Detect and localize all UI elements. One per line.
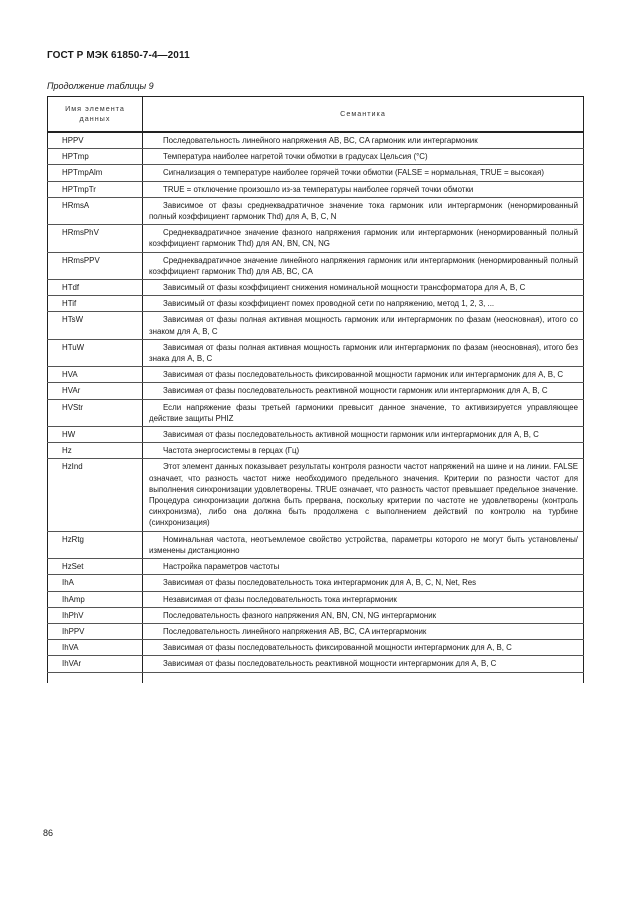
table-row: [48, 531, 584, 558]
table-body: [48, 132, 584, 683]
data-element-name: HTuW: [48, 339, 143, 366]
table-row: [48, 656, 584, 672]
data-element-semantics: Зависимая от фазы последовательность активной мощности гармоник или интергармоник для A, B, C: [143, 427, 584, 443]
data-element-name: IhPhV: [48, 607, 143, 623]
data-element-semantics: Зависимый от фазы коэффициент помех проводной сети по напряжению, метод 1, 2, 3, ...: [143, 296, 584, 312]
data-element-name: HTsW: [48, 312, 143, 339]
semantics-table: [47, 96, 584, 683]
data-element-name: IhPPV: [48, 623, 143, 639]
data-element-semantics: Зависимая от фазы полная активная мощность гармоник или интергармоник по фазам (неосновная), итого со знаком для A, B, C: [143, 312, 584, 339]
table-row: [48, 459, 584, 531]
data-element-semantics: Среднеквадратичное значение фазного напряжения гармоник или интергармоник (ненормированный полный коэффициент гармоник Thd) для AN, BN, CN, NG: [143, 225, 584, 252]
table-row: [48, 197, 584, 224]
data-element-semantics: Частота энергосистемы в герцах (Гц): [143, 443, 584, 459]
column-header-semantics: Семантика: [143, 97, 584, 133]
table-row: [48, 443, 584, 459]
data-element-semantics: Если напряжение фазы третьей гармоники превысит данное значение, то активизируется управляющее действие защиты PHIZ: [143, 399, 584, 426]
data-element-name: IhAmp: [48, 591, 143, 607]
table-row: [48, 252, 584, 279]
data-element-semantics: Зависимая от фазы последовательность реактивной мощности интергармоник для A, B, C: [143, 656, 584, 672]
data-element-semantics: Сигнализация о температуре наиболее горячей точки обмотки (FALSE = нормальная, TRUE = высокая): [143, 165, 584, 181]
data-element-semantics: Настройка параметров частоты: [143, 559, 584, 575]
data-element-semantics: Последовательность линейного напряжения AB, BC, CA гармоник или интергармоник: [143, 132, 584, 149]
continuation-cell: [48, 672, 143, 683]
data-element-semantics: Зависимое от фазы среднеквадратичное значение тока гармоник или интергармоник (ненормированный полный коэффициент гармоник Thd) для A, B, C, N: [143, 197, 584, 224]
table-row: [48, 339, 584, 366]
table-row: [48, 607, 584, 623]
data-element-name: HzInd: [48, 459, 143, 531]
table-row: [48, 280, 584, 296]
table-row: [48, 296, 584, 312]
table-row: [48, 367, 584, 383]
table-row: [48, 181, 584, 197]
data-element-name: HRmsA: [48, 197, 143, 224]
data-element-semantics: Зависимая от фазы последовательность тока интергармоник для A, B, C, N, Net, Res: [143, 575, 584, 591]
data-element-name: HVA: [48, 367, 143, 383]
table-header-row: [48, 97, 584, 133]
data-element-name: HPTmpAlm: [48, 165, 143, 181]
data-element-name: Hz: [48, 443, 143, 459]
data-element-semantics: Зависимая от фазы последовательность фиксированной мощности интергармоник для A, B, C: [143, 640, 584, 656]
data-element-semantics: Независимая от фазы последовательность тока интергармоник: [143, 591, 584, 607]
data-element-semantics: TRUE = отключение произошло из-за температуры наиболее горячей точки обмотки: [143, 181, 584, 197]
data-element-name: HzRtg: [48, 531, 143, 558]
data-element-name: HzSet: [48, 559, 143, 575]
table-row: [48, 575, 584, 591]
page-number: 86: [43, 828, 54, 838]
table-row: [48, 591, 584, 607]
table-row: [48, 399, 584, 426]
data-element-semantics: Зависимая от фазы последовательность реактивной мощности гармоник или интергармоник для A, B, C: [143, 383, 584, 399]
data-element-semantics: Зависимая от фазы полная активная мощность гармоник или интергармоник по фазам (неосновная), итого без знака для A, B, C: [143, 339, 584, 366]
data-element-semantics: Последовательность линейного напряжения AB, BC, CA интергармоник: [143, 623, 584, 639]
data-element-name: HPTmp: [48, 149, 143, 165]
continuation-cell: [143, 672, 584, 683]
table-row: [48, 559, 584, 575]
data-element-name: HW: [48, 427, 143, 443]
data-element-semantics: Зависимый от фазы коэффициент снижения номинальной мощности трансформатора для A, B, C: [143, 280, 584, 296]
data-element-name: HPPV: [48, 132, 143, 149]
table-row: [48, 165, 584, 181]
table-row: [48, 312, 584, 339]
data-element-semantics: Последовательность фазного напряжения AN, BN, CN, NG интергармоник: [143, 607, 584, 623]
table-row: [48, 623, 584, 639]
data-element-semantics: Номинальная частота, неотъемлемое свойство устройства, параметры которого не могут быть установлены/изменены дистанционно: [143, 531, 584, 558]
table-row: [48, 225, 584, 252]
data-element-name: HRmsPPV: [48, 252, 143, 279]
data-element-name: HRmsPhV: [48, 225, 143, 252]
table-row: [48, 383, 584, 399]
data-element-name: IhVA: [48, 640, 143, 656]
data-element-semantics: Этот элемент данных показывает результаты контроля разности частот напряжений на шине и на линии. FALSE означает, что разность частот ниже необходимого предельного значения. Критерии по разности частот для выполнения синхронизации удовлетворены. TRUE означает, что разность частот превышает предельное значение. Процедура синхронизации должна быть прервана, поскольку критерии по частоте не удовлетворены (контроль синхронизма), либо она должна быть продолжена с выполнением действий по контролю на турбине (синхронизация): [143, 459, 584, 531]
document-header: ГОСТ Р МЭК 61850-7-4—2011: [47, 50, 190, 61]
table-caption: Продолжение таблицы 9: [47, 81, 154, 91]
data-element-name: IhVAr: [48, 656, 143, 672]
table-continuation: [48, 672, 584, 683]
data-element-semantics: Зависимая от фазы последовательность фиксированной мощности гармоник или интергармоник для A, B, C: [143, 367, 584, 383]
data-element-semantics: Температура наиболее нагретой точки обмотки в градусах Цельсия (°C): [143, 149, 584, 165]
data-element-name: HTdf: [48, 280, 143, 296]
data-element-semantics: Среднеквадратичное значение линейного напряжения гармоник или интергармоник (ненормированный полный коэффициент гармоник Thd) для AB, BC, CA: [143, 252, 584, 279]
data-element-name: HPTmpTr: [48, 181, 143, 197]
table-row: [48, 640, 584, 656]
data-element-name: HVAr: [48, 383, 143, 399]
table-row: [48, 149, 584, 165]
data-element-name: HVStr: [48, 399, 143, 426]
table-row: [48, 427, 584, 443]
data-element-name: IhA: [48, 575, 143, 591]
column-header-name: Имя элемента данных: [48, 97, 143, 133]
data-element-name: HTif: [48, 296, 143, 312]
table-row: [48, 132, 584, 149]
